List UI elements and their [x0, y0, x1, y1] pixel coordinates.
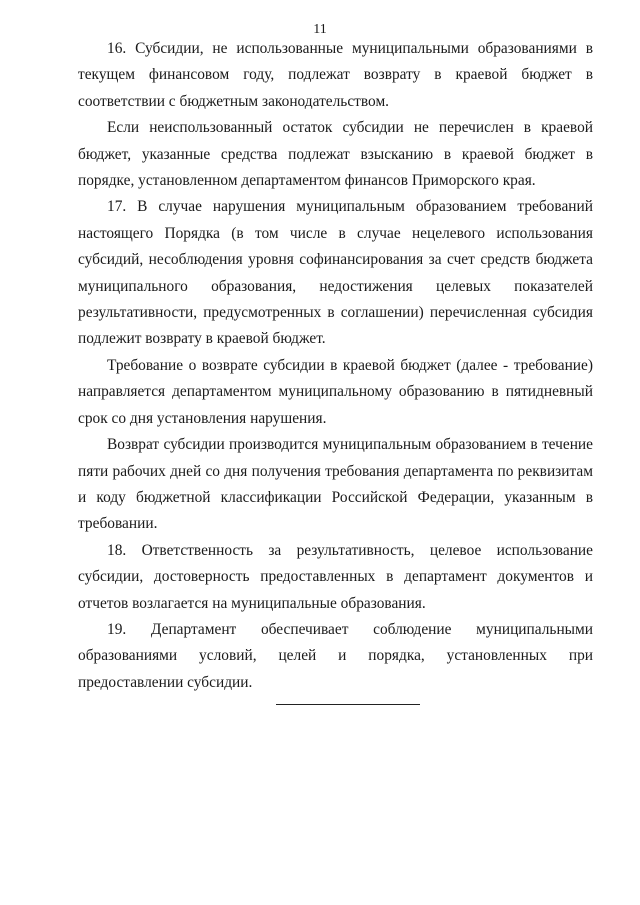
end-of-document-rule: [276, 704, 420, 705]
paragraph-16: 16. Субсидии, не использованные муниципальными образованиями в текущем финансовом году, подлежат возврату в краевой бюджет в соответствии с бюджетным законодательством.: [78, 40, 593, 110]
paragraph-16-continuation: Если неиспользованный остаток субсидии не перечислен в краевой бюджет, указанные средства подлежат взысканию в краевой бюджет в порядке, установленном департаментом финансов Приморского края.: [78, 119, 593, 190]
paragraph-17-return: Возврат субсидии производится муниципальным образованием в течение пяти рабочих дней со дня получения требования департамента по реквизитам и коду бюджетной классификации Российской Федерации, указанным в требовании.: [78, 436, 593, 533]
document-body: [78, 36, 593, 696]
paragraph-17: 17. В случае нарушения муниципальным образованием требований настоящего Порядка (в том числе в случае нецелевого использования субсидий, несоблюдения уровня софинансирования за счет средств бюджета муниципального образования, недостижения целевых показателей результативности, предусмотренных в соглашении) перечисленная субсидия подлежит возврату в краевой бюджет.: [78, 198, 593, 348]
page-number: 11: [313, 22, 327, 37]
paragraph-17-requirement: Требование о возврате субсидии в краевой бюджет (далее - требование) направляется департаментом муниципальному образованию в пятидневный срок со дня установления нарушения.: [78, 356, 593, 427]
paragraph-18: 18. Ответственность за результативность, целевое использование субсидии, достоверность предоставленных в департамент документов и отчетов возлагается на муниципальные образования.: [78, 541, 593, 612]
paragraph-19: 19. Департамент обеспечивает соблюдение муниципальными образованиями условий, целей и порядка, установленных при предоставлении субсидии.: [78, 620, 593, 691]
